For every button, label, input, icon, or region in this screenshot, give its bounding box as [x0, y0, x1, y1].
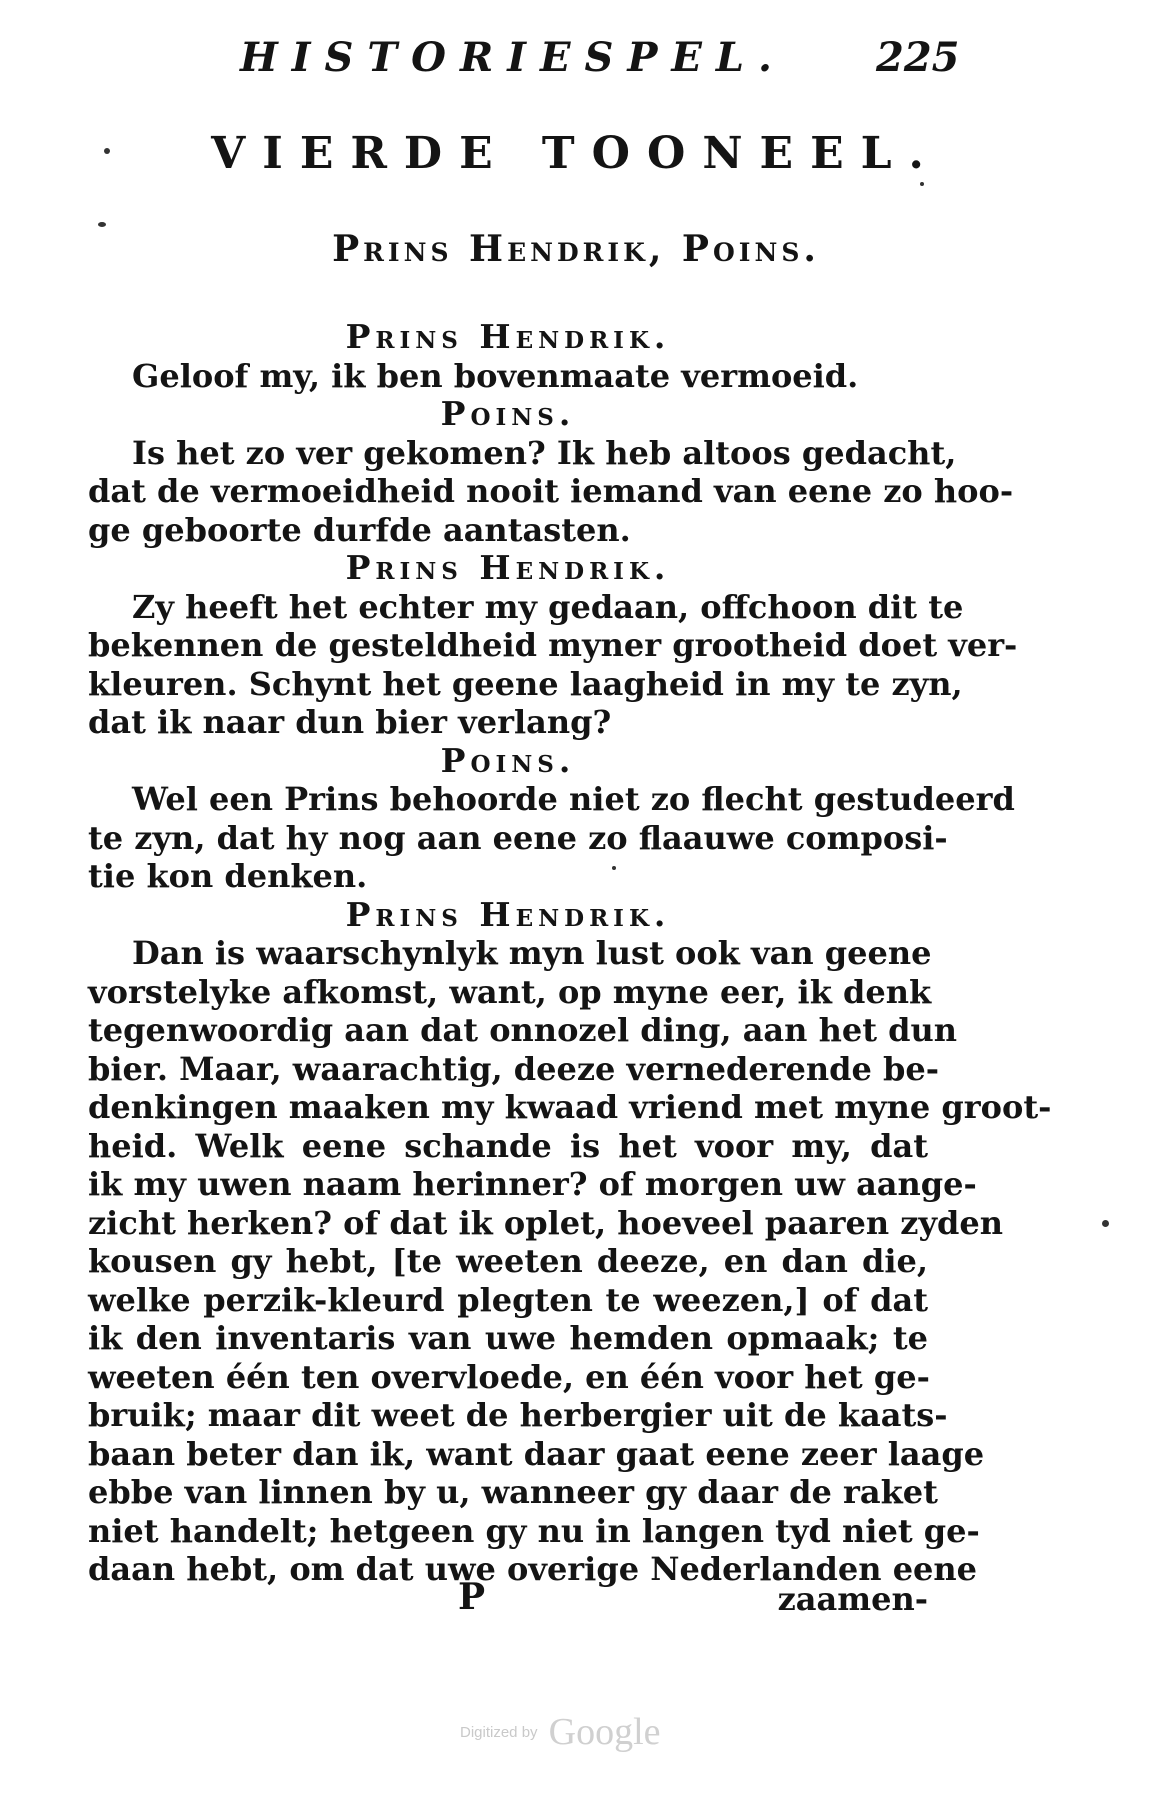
text-line: tie kon denken. [88, 857, 368, 895]
text-line: ebbe van linnen by u, wanneer gy daar de raket [88, 1473, 938, 1511]
scene-title: VIERDE TOONEEL. [211, 128, 941, 179]
text-line: dat de vermoeidheid nooit iemand van eene zo hoo- [88, 472, 1014, 510]
text-line: tegenwoordig aan dat onnozel ding, aan het dun [88, 1011, 958, 1049]
ink-speck [104, 148, 110, 154]
text-line: Is het zo ver gekomen? Ik heb altoos gedacht, [132, 433, 957, 472]
ink-speck [612, 866, 616, 870]
text-line: kousen gy hebt, [te weeten deeze, en dan die, [88, 1242, 928, 1280]
watermark-prefix: Digitized by [460, 1723, 538, 1741]
text-line: baan beter dan ik, want daar gaat eene zeer laage [88, 1434, 985, 1473]
text-line: kleuren. Schynt het geene laagheid in my te zyn, [88, 664, 963, 703]
page-number: 225 [876, 34, 960, 81]
catchword: zaamen- [777, 1580, 928, 1618]
text-line: Zy heeft het echter my gedaan, offchoon dit te [132, 587, 964, 626]
running-head: HISTORIESPEL. [240, 34, 786, 81]
text-line: bier. Maar, waarachtig, deeze vernederende be- [88, 1049, 940, 1088]
ink-speck [98, 222, 106, 227]
text-line: vorstelyke afkomst, want, op myne eer, ik denk [88, 972, 932, 1011]
text-line: niet handelt; hetgeen gy nu in langen tyd niet ge- [88, 1511, 980, 1550]
text-line: bekennen de gesteldheid myner grootheid doet ver- [88, 626, 1018, 664]
text-line: dat ik naar dun bier verlang? [88, 703, 612, 741]
speaker-heading: Poins. [440, 740, 576, 780]
text-line: denkingen maaken my kwaad vriend met myne groot- [88, 1088, 1052, 1126]
speaker-heading: Prins Hendrik. [345, 317, 671, 356]
dialogue [88, 317, 1052, 1589]
text-line: ik den inventaris van uwe hemden opmaak; te [88, 1319, 928, 1357]
ink-speck [1102, 1220, 1109, 1227]
text-line: Geloof my, ik ben bovenmaate vermoeid. [132, 356, 859, 395]
speaker-heading: Poins. [440, 394, 576, 433]
text-line: Wel een Prins behoorde niet zo flecht gestudeerd [132, 780, 1015, 818]
text-line: daan hebt, om dat uwe overige Nederlanden eene [88, 1550, 978, 1588]
text-line: Dan is waarschynlyk myn lust ook van geene [132, 934, 932, 972]
text-line: ge geboorte durfde aantasten. [88, 510, 631, 549]
google-logo: Google [548, 1711, 661, 1753]
text-line: welke perzik-kleurd plegten te weezen,] of dat [88, 1280, 928, 1319]
text-line: zicht herken? of dat ik oplet, hoeveel paaren zyden [88, 1203, 1004, 1242]
scene-characters: Prins Hendrik, Poins. [332, 228, 820, 270]
signature-mark: P [458, 1576, 486, 1618]
text-line: te zyn, dat hy nog aan eene zo flaauwe composi- [88, 818, 948, 857]
digitization-watermark [460, 1710, 661, 1754]
page-footer [88, 1576, 928, 1620]
speaker-heading: Prins Hendrik. [345, 548, 671, 587]
speaker-heading: Prins Hendrik. [345, 894, 671, 934]
text-line: ik my uwen naam herinner? of morgen uw aange- [88, 1165, 977, 1203]
text-line: heid. Welk eene schande is het voor my, dat [88, 1126, 928, 1165]
ink-speck [920, 182, 924, 186]
text-line: bruik; maar dit weet de herbergier uit de kaats- [88, 1396, 948, 1434]
text-line: weeten één ten overvloede, en één voor het ge- [88, 1357, 930, 1396]
